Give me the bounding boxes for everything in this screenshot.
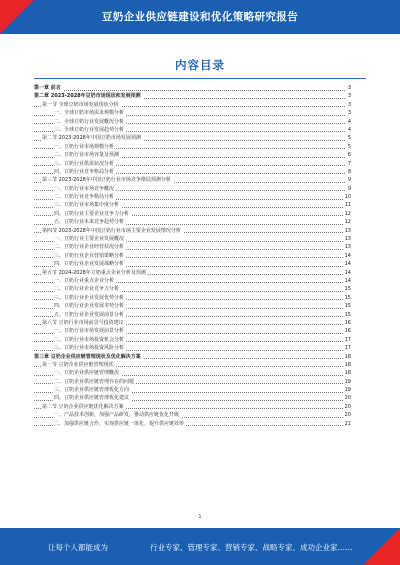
- toc-entry-title: 四、豆奶行业企业发展劣势分析: [54, 303, 125, 310]
- toc-entry-title: 第一节 豆奶企业供应链管理现状: [42, 361, 114, 368]
- toc-entry-page: 17: [344, 345, 351, 352]
- toc-entry-page: 15: [344, 311, 351, 318]
- toc-heading: 内容目录: [175, 58, 225, 72]
- toc-entry-page: 15: [344, 303, 351, 310]
- toc-entry-title: 三、豆奶行业市场投资风险分析: [54, 345, 125, 352]
- toc-entry[interactable]: [34, 353, 351, 361]
- toc-entry-title: 四、豆奶行业企业发展战略分析: [54, 261, 125, 268]
- toc-entry-title: 第三章 豆奶企业供应链管理现状及优化解决方案: [34, 353, 141, 360]
- toc-entry-title: 三、豆奶行业市场集中度分析: [54, 202, 120, 209]
- toc-entry-title: 二、豆奶行业企业经营状况分析: [54, 244, 125, 251]
- toc-entry-page: 10: [344, 194, 351, 201]
- toc-entry-title: 五、豆奶行业未来竞争趋势分析: [54, 219, 125, 226]
- toc-dot-leader: [34, 90, 345, 91]
- toc-entry[interactable]: [34, 143, 351, 151]
- toc-entry[interactable]: [34, 294, 351, 302]
- toc-entry-page: 3: [347, 93, 351, 100]
- toc-entry-title: 二、豆奶行业企业竞争力分析: [54, 286, 120, 293]
- toc-entry[interactable]: [34, 394, 351, 402]
- toc-entry-page: 19: [344, 378, 351, 385]
- toc-entry-page: 16: [344, 319, 351, 326]
- toc-entry-title: 四、豆奶行业竞争格局分析: [54, 168, 115, 175]
- footer-corner-accent: [363, 528, 400, 565]
- toc-entry[interactable]: [34, 185, 351, 193]
- toc-entry-page: 17: [344, 336, 351, 343]
- toc-entry-title: 一、豆奶行业市场竞争概况: [54, 185, 115, 192]
- table-of-contents: [34, 84, 351, 428]
- toc-entry-title: 一、豆奶行业重点企业分析: [54, 277, 115, 284]
- page-number: 1: [198, 514, 202, 520]
- toc-entry-page: 3: [347, 110, 351, 117]
- toc-entry-page: 11: [344, 202, 351, 209]
- toc-entry-page: 14: [344, 277, 351, 284]
- toc-entry[interactable]: [34, 344, 351, 352]
- toc-entry-page: 5: [347, 143, 351, 150]
- toc-entry[interactable]: [34, 336, 351, 344]
- toc-entry-page: 20: [344, 412, 351, 419]
- toc-entry-page: 18: [344, 370, 351, 377]
- toc-entry-title: 第三节 2023-2028年中国豆奶行业市场竞争格局预测分析: [42, 177, 171, 184]
- toc-entry[interactable]: [34, 168, 351, 176]
- toc-entry-title: 三、豆奶行业企业营销策略分析: [54, 252, 125, 259]
- toc-entry-page: 8: [347, 168, 351, 175]
- toc-entry[interactable]: [34, 311, 351, 319]
- toc-entry-page: 13: [344, 236, 351, 243]
- toc-entry-title: 第五节 2024-2028年豆奶重点企业分析及预测: [42, 269, 146, 276]
- toc-entry-title: 五、豆奶行业企业发展前景分析: [54, 311, 125, 318]
- toc-entry[interactable]: [34, 327, 351, 335]
- toc-entry-title: 三、全球豆奶行业发展趋势分析: [54, 126, 125, 133]
- toc-entry-title: 三、豆奶行业企业发展优势分析: [54, 294, 125, 301]
- toc-entry-title: 一、产品技术创新，加强产品研发，推动供应链优化升级: [54, 412, 180, 419]
- toc-entry-page: 9: [347, 185, 351, 192]
- toc-entry[interactable]: [34, 361, 351, 369]
- toc-entry[interactable]: [34, 176, 351, 184]
- toc-entry[interactable]: [34, 201, 351, 209]
- toc-entry[interactable]: [34, 378, 351, 386]
- report-header-bar: [0, 0, 400, 34]
- toc-entry[interactable]: [34, 134, 351, 142]
- toc-entry-page: 15: [344, 294, 351, 301]
- toc-entry-page: 3: [347, 101, 351, 108]
- toc-entry-title: 第二节 2023-2028年中国豆奶市场发展预测: [42, 135, 141, 142]
- toc-entry-title: 一、豆奶行业主要企业发展概况: [54, 236, 125, 243]
- toc-entry-page: 21: [344, 420, 351, 427]
- toc-entry-title: 三、豆奶行业供需状况分析: [54, 160, 115, 167]
- toc-entry-page: 12: [344, 219, 351, 226]
- toc-entry-page: 9: [347, 177, 351, 184]
- footer-bar: [0, 528, 400, 565]
- toc-entry[interactable]: [34, 84, 351, 92]
- toc-entry-page: 4: [347, 118, 351, 125]
- toc-entry[interactable]: [34, 151, 351, 159]
- toc-entry-page: 5: [347, 135, 351, 142]
- toc-entry-title: 第二节 豆奶企业供应链优化解决方案: [42, 403, 124, 410]
- toc-entry-title: 第一章 前言: [34, 85, 61, 91]
- footer-slogan: 让每个人都能成为: [48, 543, 108, 552]
- heading-divider: [34, 78, 366, 79]
- toc-entry-page: 13: [344, 227, 351, 234]
- toc-entry-page: 4: [347, 126, 351, 133]
- toc-entry-title: 四、豆奶企业供应链管理优化建议: [54, 395, 130, 402]
- toc-entry-title: 三、豆奶企业供应链管理优化方向: [54, 387, 130, 394]
- toc-entry-title: 一、全球豆奶市场需求规模分析: [54, 110, 125, 117]
- toc-entry[interactable]: [34, 277, 351, 285]
- toc-entry-title: 第四节 2023-2028年中国豆奶行业市场主要企业发展情况分析: [42, 227, 181, 234]
- toc-entry-page: 7: [347, 160, 351, 167]
- toc-entry-page: 14: [344, 261, 351, 268]
- toc-entry-title: 一、豆奶行业市场规模分析: [54, 143, 115, 150]
- toc-entry-title: 一、豆奶行业市场发展前景分析: [54, 328, 125, 335]
- toc-entry-title: 二、加强供应链合作，实现供应链一体化，提升供应链效率: [54, 420, 185, 427]
- toc-entry[interactable]: [34, 126, 351, 134]
- toc-entry[interactable]: [34, 285, 351, 293]
- toc-entry[interactable]: [34, 218, 351, 226]
- toc-entry-page: 20: [344, 403, 351, 410]
- toc-entry[interactable]: [34, 269, 351, 277]
- footer-tagline: 行业专家、管理专家、营销专家、战略专家、成功企业家……: [150, 543, 353, 552]
- toc-entry-page: 13: [344, 244, 351, 251]
- toc-entry[interactable]: [34, 403, 351, 411]
- toc-entry[interactable]: [34, 160, 351, 168]
- toc-entry-title: 二、豆奶行业市场投资机会分析: [54, 336, 125, 343]
- toc-entry[interactable]: [34, 193, 351, 201]
- toc-entry[interactable]: [34, 243, 351, 251]
- toc-entry[interactable]: [34, 411, 351, 419]
- toc-entry-title: 二、豆奶行业竞争格局分析: [54, 194, 115, 201]
- toc-entry-page: 12: [344, 210, 351, 217]
- toc-entry-title: 四、豆奶行业主要企业竞争力分析: [54, 210, 130, 217]
- toc-entry[interactable]: [34, 210, 351, 218]
- toc-entry-title: 二、豆奶企业供应链管理存在的问题: [54, 378, 135, 385]
- toc-entry-title: 第一节 全球豆奶市场发展现状分析: [42, 101, 119, 108]
- toc-entry-page: 18: [344, 361, 351, 368]
- toc-entry[interactable]: [34, 252, 351, 260]
- toc-entry-title: 二、豆奶行业市场容量及预测: [54, 152, 120, 159]
- toc-entry[interactable]: [34, 227, 351, 235]
- toc-entry[interactable]: [34, 260, 351, 268]
- toc-entry[interactable]: [34, 118, 351, 126]
- toc-entry-page: 3: [347, 85, 351, 91]
- toc-entry[interactable]: [34, 101, 351, 109]
- toc-entry-page: 20: [344, 395, 351, 402]
- toc-entry[interactable]: [34, 319, 351, 327]
- toc-entry-page: 18: [344, 353, 351, 360]
- toc-entry-page: 14: [344, 252, 351, 259]
- toc-entry-title: 第二章 2023-2028年豆奶市场现状和发展预测: [34, 93, 141, 100]
- toc-entry[interactable]: [34, 369, 351, 377]
- toc-entry-title: 第六节 豆奶行业市场前景与投资建议: [42, 319, 124, 326]
- toc-entry[interactable]: [34, 109, 351, 117]
- toc-entry[interactable]: [34, 92, 351, 100]
- toc-entry[interactable]: [34, 386, 351, 394]
- toc-entry-page: 16: [344, 328, 351, 335]
- report-title: 豆奶企业供应链建设和优化策略研究报告: [101, 11, 299, 23]
- toc-entry[interactable]: [34, 420, 351, 428]
- toc-entry-title: 二、全球豆奶行业发展概况分析: [54, 118, 125, 125]
- toc-entry-page: 6: [347, 152, 351, 159]
- toc-entry-page: 14: [344, 269, 351, 276]
- toc-entry[interactable]: [34, 235, 351, 243]
- toc-entry-title: 一、豆奶企业供应链管理概况: [54, 370, 120, 377]
- toc-entry-page: 19: [344, 387, 351, 394]
- toc-entry-page: 15: [344, 286, 351, 293]
- toc-entry[interactable]: [34, 302, 351, 310]
